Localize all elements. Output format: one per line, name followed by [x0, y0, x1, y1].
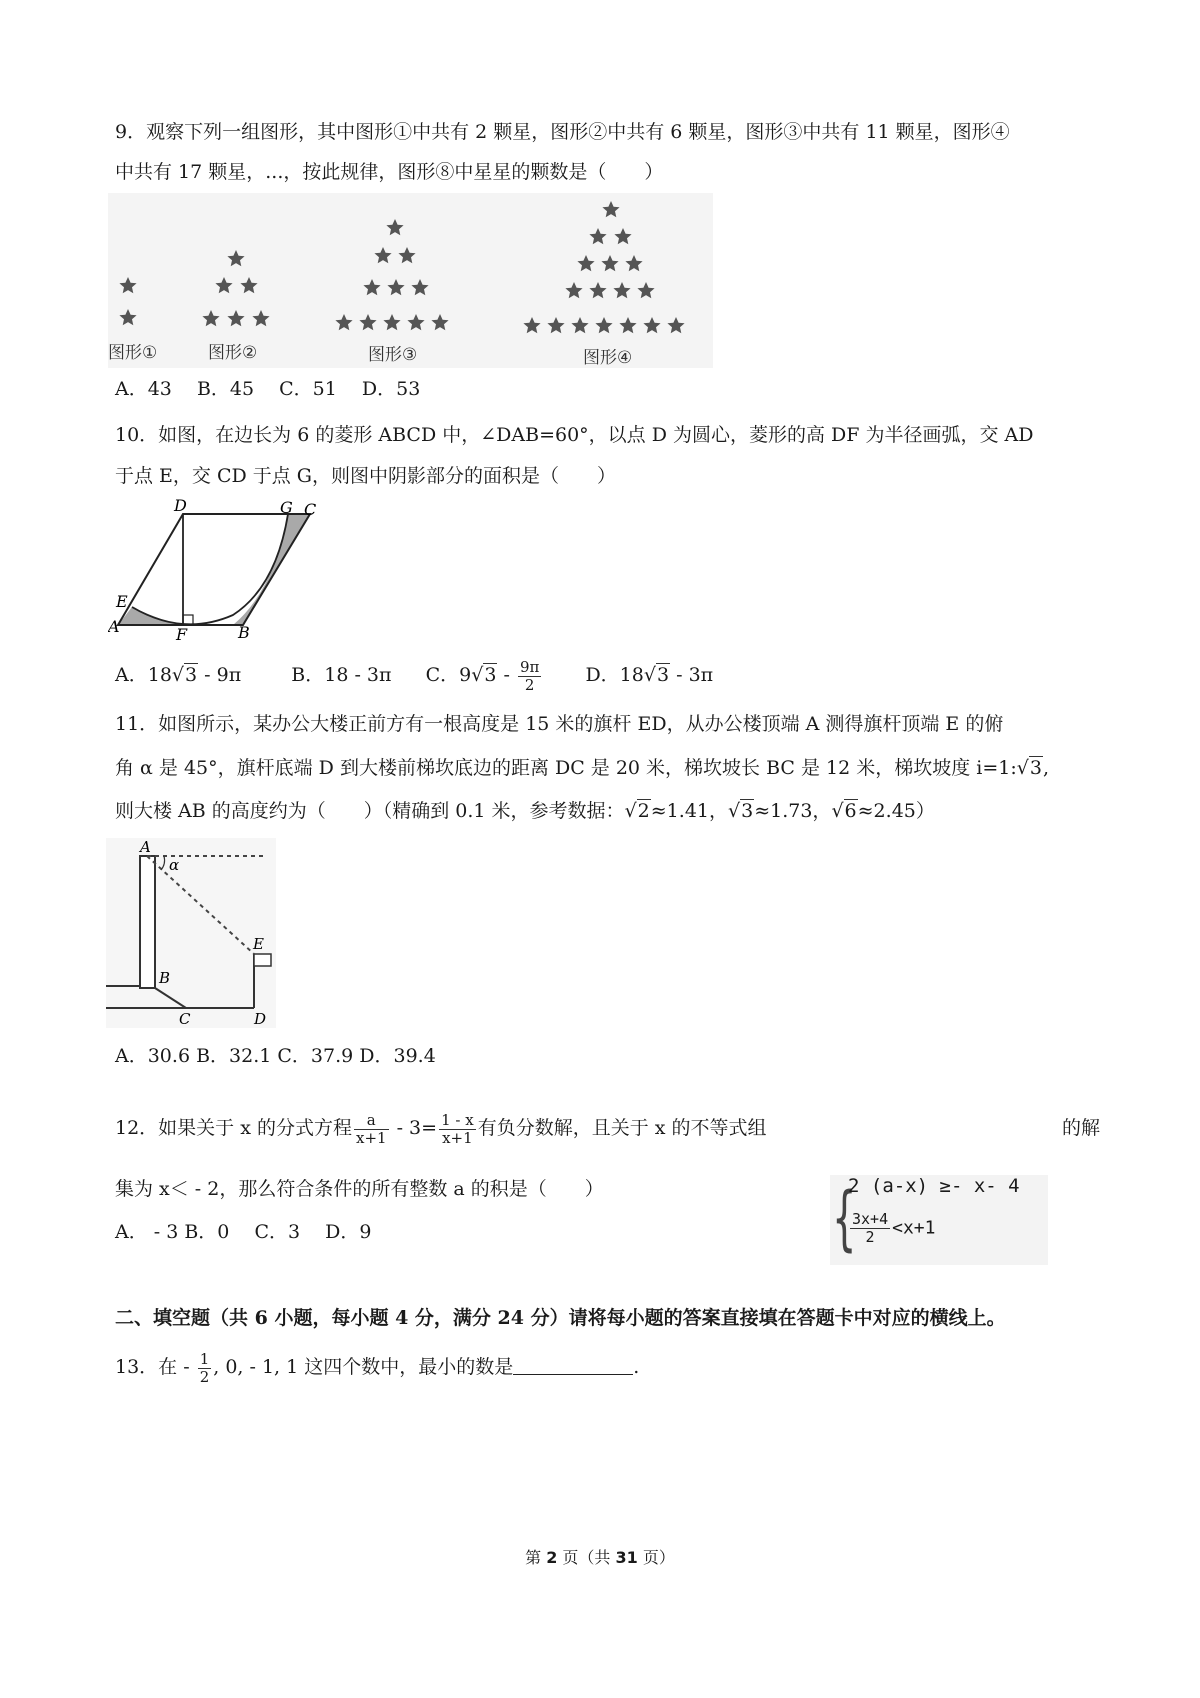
rhombus-figure: [108, 497, 323, 642]
q11-options: A．30.6 B．32.1 C．37.9 D．39.4: [115, 1045, 436, 1067]
q9-line-2: 中共有 17 颗星，...，按此规律，图形⑧中星星的颗数是（ ）: [115, 161, 664, 183]
q12-options: A． - 3 B．0 C．3 D．9: [115, 1221, 372, 1243]
inequality-2: $\frac{3x+4}{2}$ <x+1: [852, 1210, 936, 1246]
label-E: E: [116, 592, 128, 611]
fig-label-1: 图形①: [108, 343, 158, 363]
page-footer: 第 2 页（共 31 页）: [525, 1548, 675, 1567]
star-pattern-figure: [108, 193, 713, 368]
q10-line-2: 于点 E，交 CD 于点 G，则图中阴影部分的面积是（ ）: [115, 465, 616, 487]
q11-line-3: 则大楼 AB 的高度约为（ ）（精确到 0.1 米，参考数据：√2≈1.41，√3≈1.73，√6≈2.45）: [115, 800, 935, 822]
label-C: C: [304, 500, 317, 519]
fig-label-3: 图形③: [368, 345, 418, 365]
q10-options: A．18√3 - 9π B．18 - 3π C．9√3 - $\frac{9\pi}{2}$ D．18√3 - 3π: [115, 657, 714, 694]
q10-line-1: 10．如图，在边长为 6 的菱形 ABCD 中，∠DAB=60°，以点 D 为圆心，菱形的高 DF 为半径画弧，交 AD: [115, 424, 1034, 446]
label-C: C: [179, 1010, 191, 1028]
q9-line-1: 9．观察下列一组图形，其中图形①中共有 2 颗星，图形②中共有 6 颗星，图形③中共有 11 颗星，图形④: [115, 121, 1010, 143]
q12-line-2: 集为 x＜ - 2，那么符合条件的所有整数 a 的积是（ ）: [115, 1178, 604, 1200]
q11-line-1: 11．如图所示，某办公大楼正前方有一根高度是 15 米的旗杆 ED，从办公楼顶端 A 测得旗杆顶端 E 的俯: [115, 713, 1004, 735]
q12-line-1-end: 的解: [1062, 1117, 1101, 1139]
label-E: E: [253, 935, 264, 953]
label-A: A: [140, 838, 151, 856]
answer-blank: [513, 1354, 633, 1375]
label-G: G: [280, 498, 293, 517]
section-2-heading: 二、填空题（共 6 小题，每小题 4 分，满分 24 分）请将每小题的答案直接填在答题卡中对应的横线上。: [115, 1307, 1006, 1329]
fig-label-2: 图形②: [208, 343, 258, 363]
q12-line-1: 12．如果关于 x 的分式方程 $\frac{a}{x+1}$ - 3= $\frac{1 - x}{x+1}$ 有负分数解，且关于 x 的不等式组: [115, 1110, 767, 1147]
label-D: D: [174, 497, 187, 515]
label-F: F: [176, 625, 188, 642]
flagpole-building-figure: [106, 838, 276, 1028]
left-brace-icon: {: [832, 1177, 857, 1259]
inequality-1: 2 (a-x) ≥- x- 4: [848, 1175, 1020, 1197]
q11-line-2: 角 α 是 45°，旗杆底端 D 到大楼前梯坎底边的距离 DC 是 20 米，梯坎坡长 BC 是 12 米，梯坎坡度 i=1:√3,: [115, 757, 1050, 779]
q9-options: A．43 B．45 C．51 D．53: [115, 378, 421, 400]
label-alpha: α: [169, 856, 180, 874]
fig-label-4: 图形④: [583, 348, 633, 368]
label-A: A: [108, 617, 120, 636]
inequality-system: [830, 1175, 1048, 1265]
label-B: B: [238, 623, 250, 642]
q13-line: 13．在 - $\frac{1}{2}$ , 0, - 1, 1 这四个数中，最小的数是 .: [115, 1349, 640, 1386]
label-D: D: [254, 1010, 267, 1028]
label-B: B: [159, 969, 171, 987]
